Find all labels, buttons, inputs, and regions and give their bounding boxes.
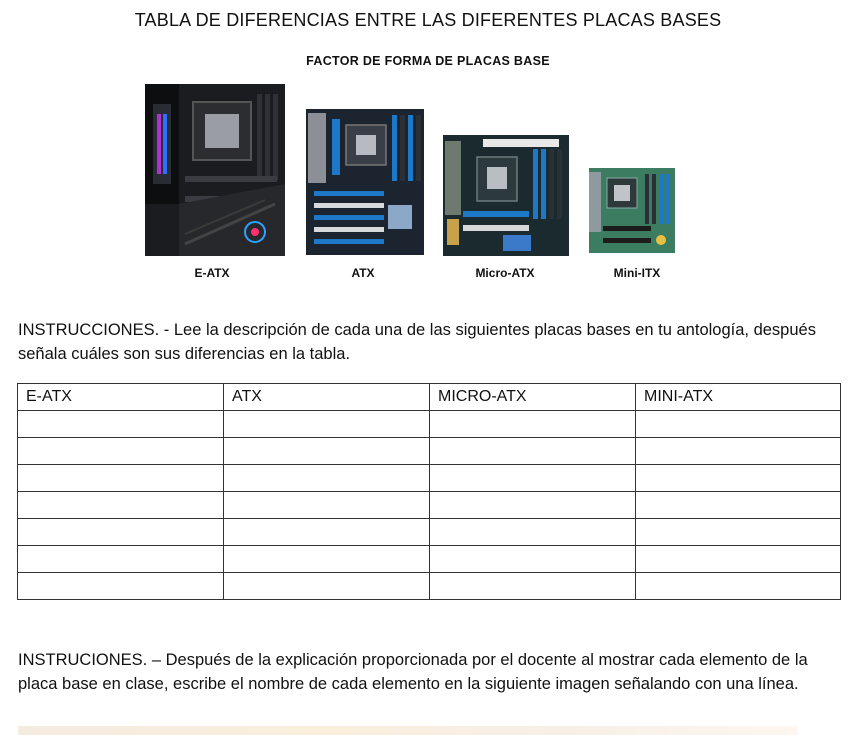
table-cell[interactable] — [636, 492, 841, 519]
table-header-cell: E-ATX — [18, 384, 224, 411]
table-header-cell: MICRO-ATX — [430, 384, 636, 411]
table-cell[interactable] — [430, 492, 636, 519]
board-label-eatx: E-ATX — [194, 266, 230, 280]
table-header-row — [18, 384, 841, 411]
table-cell[interactable] — [636, 573, 841, 600]
table-cell[interactable] — [18, 465, 224, 492]
table-cell[interactable] — [224, 438, 430, 465]
table-cell[interactable] — [224, 411, 430, 438]
table-cell[interactable] — [18, 573, 224, 600]
table-cell[interactable] — [18, 519, 224, 546]
motherboard-image-top-edge — [18, 726, 798, 735]
figure-title: FACTOR DE FORMA DE PLACAS BASE — [306, 54, 550, 68]
table-row — [18, 519, 841, 546]
table-cell[interactable] — [430, 438, 636, 465]
document-title: TABLA DE DIFERENCIAS ENTRE LAS DIFERENTES PLACAS BASES — [134, 10, 722, 30]
table-header-cell: MINI-ATX — [636, 384, 841, 411]
microatx-motherboard-icon — [443, 135, 569, 256]
table-row — [18, 465, 841, 492]
table-cell[interactable] — [224, 573, 430, 600]
instructions-paragraph-2: INSTRUCIONES. – Después de la explicación proporcionada por el docente al mostrar cada elemento de la placa base en clase, escribe el nombre de cada elemento en la siguiente imagen señalando con una línea. — [18, 651, 808, 693]
table-cell[interactable] — [636, 411, 841, 438]
table-cell[interactable] — [430, 465, 636, 492]
table-cell[interactable] — [18, 546, 224, 573]
table-header-cell: ATX — [224, 384, 430, 411]
table-cell[interactable] — [18, 492, 224, 519]
table-cell[interactable] — [430, 546, 636, 573]
differences-table — [17, 383, 841, 600]
table-cell[interactable] — [636, 519, 841, 546]
board-label-miniitx: Mini-ITX — [613, 266, 661, 280]
table-cell[interactable] — [636, 546, 841, 573]
table-cell[interactable] — [224, 546, 430, 573]
table-cell[interactable] — [224, 519, 430, 546]
table-cell[interactable] — [18, 411, 224, 438]
table-row — [18, 546, 841, 573]
table-cell[interactable] — [636, 465, 841, 492]
table-row — [18, 411, 841, 438]
table-cell[interactable] — [430, 411, 636, 438]
instructions-paragraph-1: INSTRUCCIONES. - Lee la descripción de cada una de las siguientes placas bases en tu antología, después señala cuáles son sus diferencias en la tabla. — [18, 321, 816, 363]
table-cell[interactable] — [224, 465, 430, 492]
board-label-atx: ATX — [351, 266, 375, 280]
miniitx-motherboard-icon — [589, 168, 675, 253]
table-row — [18, 438, 841, 465]
table-row — [18, 492, 841, 519]
atx-motherboard-icon — [306, 109, 424, 255]
table-row — [18, 573, 841, 600]
board-label-microatx: Micro-ATX — [475, 266, 535, 280]
table-cell[interactable] — [430, 573, 636, 600]
table-cell[interactable] — [224, 492, 430, 519]
table-cell[interactable] — [636, 438, 841, 465]
eatx-motherboard-icon — [145, 84, 285, 256]
table-cell[interactable] — [18, 438, 224, 465]
table-cell[interactable] — [430, 519, 636, 546]
